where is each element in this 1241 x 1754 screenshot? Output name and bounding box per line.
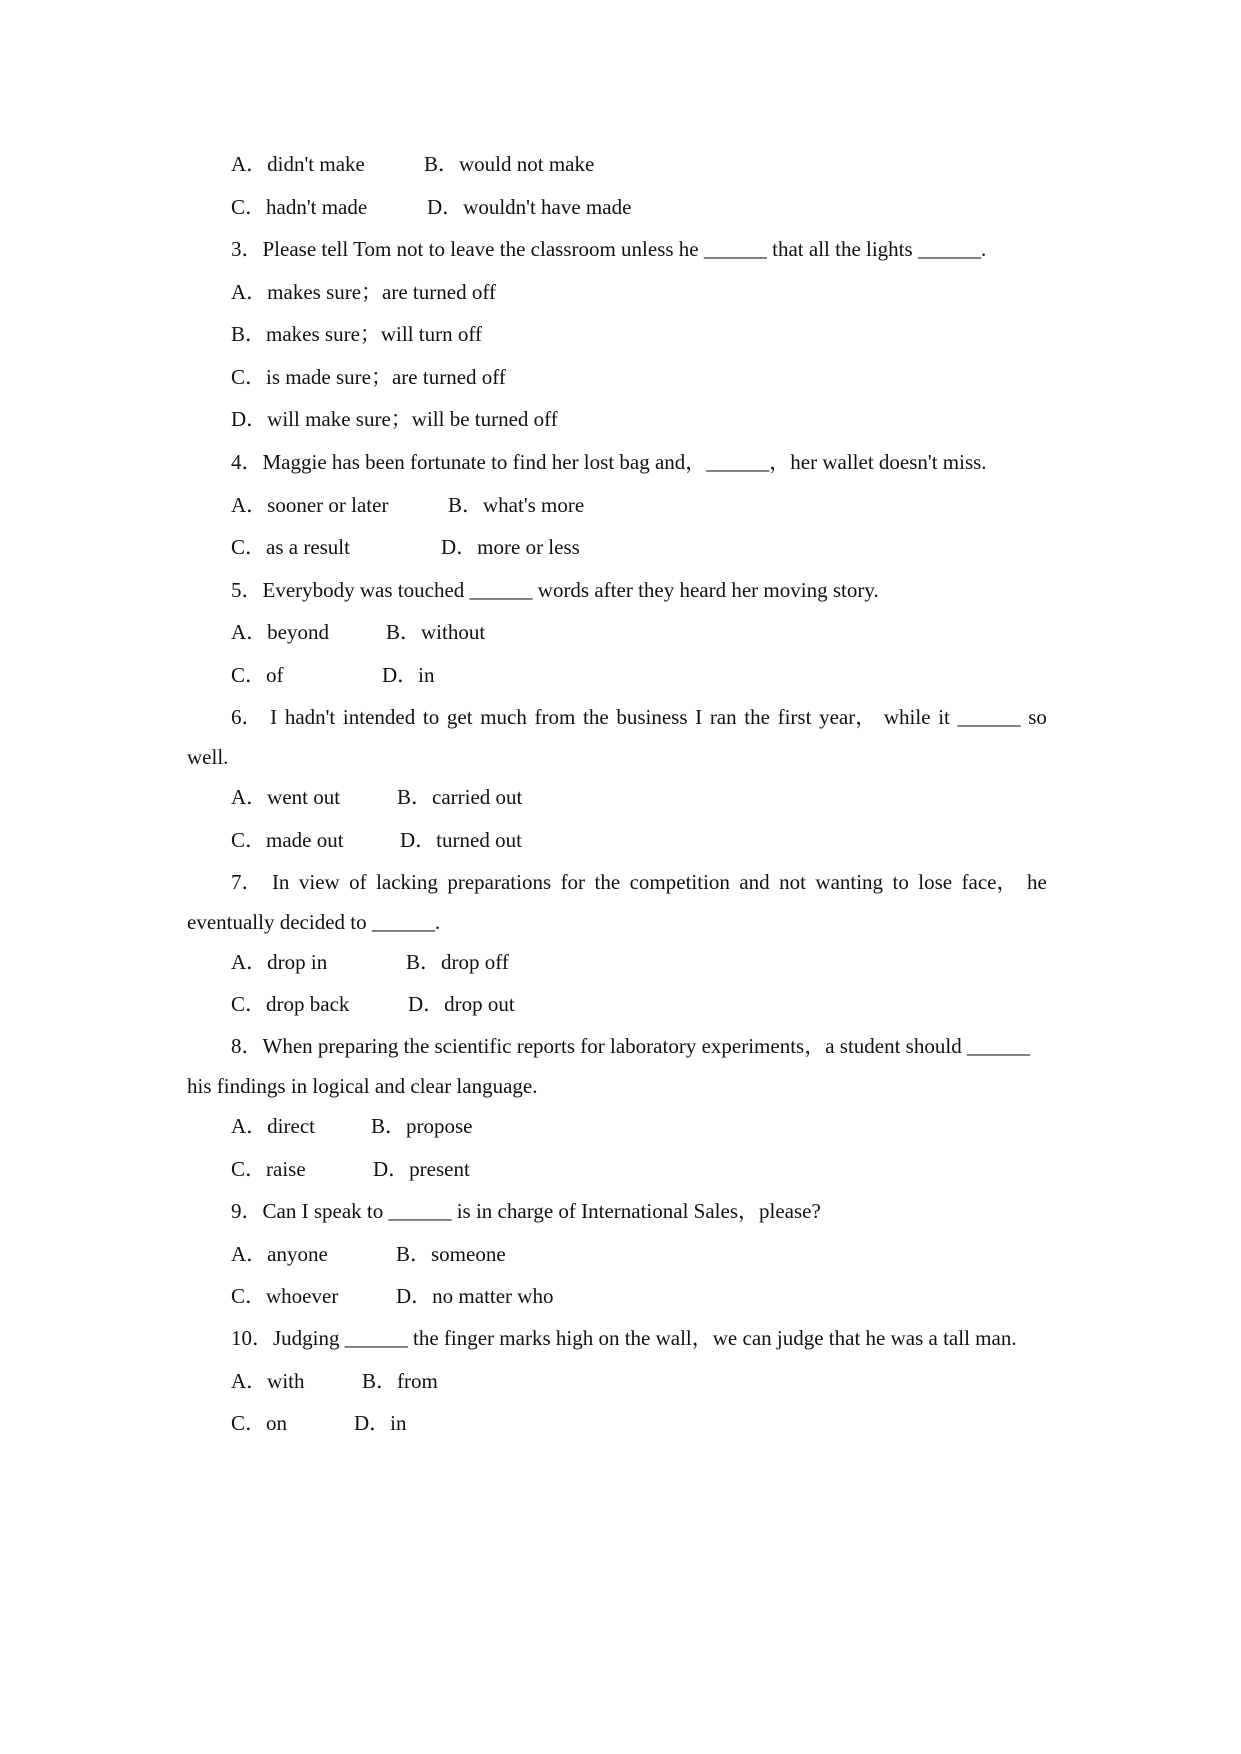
word: I (695, 705, 703, 729)
word: lacking (376, 870, 438, 894)
q5-option-b: B．without (386, 620, 486, 644)
word: hadn't (284, 705, 336, 729)
word: view (298, 870, 340, 894)
word: the (583, 705, 609, 729)
q8-stem-line2: his findings in logical and clear language. (187, 1074, 538, 1098)
word: 6． (231, 705, 263, 729)
q8-option-d: D．present (373, 1157, 470, 1181)
word: I (270, 705, 278, 729)
word: so (1028, 705, 1047, 729)
word: intended (342, 705, 416, 729)
q7-option-c: C．drop back (231, 992, 350, 1016)
q10-option-a: A．with (231, 1369, 305, 1393)
q3-option-a: A．makes sure；are turned off (231, 280, 496, 304)
word: to (422, 705, 440, 729)
word: from (534, 705, 576, 729)
q7-stem-line1 (231, 870, 1047, 894)
q2-option-d: D．wouldn't have made (427, 195, 632, 219)
word: the (744, 705, 770, 729)
word: year， (819, 705, 877, 729)
word: business (616, 705, 688, 729)
word: while (883, 705, 931, 729)
q2-option-c: C．hadn't made (231, 195, 368, 219)
q3-option-c: C．is made sure；are turned off (231, 365, 506, 389)
q5-stem: 5．Everybody was touched ______ words after they heard her moving story. (231, 578, 879, 602)
q5-option-d: D．in (382, 663, 435, 687)
q4-option-a: A．sooner or later (231, 493, 389, 517)
word: it (938, 705, 950, 729)
q8-option-c: C．raise (231, 1157, 306, 1181)
q7-option-b: B．drop off (406, 950, 509, 974)
q6-option-d: D．turned out (400, 828, 522, 852)
word: first (777, 705, 812, 729)
q10-option-c: C．on (231, 1411, 288, 1435)
q4-stem: 4．Maggie has been fortunate to find her lost bag and，______，her wallet doesn't miss. (231, 450, 987, 474)
q4-option-b: B．what's more (448, 493, 585, 517)
q8-stem-line1: 8．When preparing the scientific reports for laboratory experiments，a student should ______ (231, 1034, 1030, 1058)
word: preparations (447, 870, 552, 894)
q9-option-b: B．someone (396, 1242, 506, 1266)
word: to (892, 870, 909, 894)
q3-stem: 3．Please tell Tom not to leave the classroom unless he ______ that all the lights ______. (231, 237, 987, 261)
word: ______ (957, 705, 1021, 729)
q9-stem: 9．Can I speak to ______ is in charge of International Sales，please? (231, 1199, 821, 1223)
q6-stem-line1 (231, 705, 1047, 729)
q5-option-a: A．beyond (231, 620, 329, 644)
word: much (480, 705, 527, 729)
q7-stem-line2: eventually decided to ______. (187, 910, 441, 934)
q10-option-d: D．in (354, 1411, 407, 1435)
word: face， (961, 870, 1018, 894)
q8-option-b: B．propose (371, 1114, 473, 1138)
word: In (271, 870, 290, 894)
word: 7． (231, 870, 263, 894)
q6-option-a: A．went out (231, 785, 341, 809)
q9-option-a: A．anyone (231, 1242, 328, 1266)
word: get (446, 705, 473, 729)
q6-option-b: B．carried out (397, 785, 523, 809)
q9-option-c: C．whoever (231, 1284, 339, 1308)
word: the (594, 870, 621, 894)
q3-option-b: B．makes sure；will turn off (231, 322, 482, 346)
q10-option-b: B．from (362, 1369, 438, 1393)
q4-option-d: D．more or less (441, 535, 580, 559)
word: wanting (815, 870, 884, 894)
word: and (739, 870, 770, 894)
word: he (1026, 870, 1047, 894)
word: for (560, 870, 586, 894)
word: lose (918, 870, 953, 894)
q4-option-c: C．as a result (231, 535, 350, 559)
q9-option-d: D．no matter who (396, 1284, 554, 1308)
word: not (779, 870, 806, 894)
q6-option-c: C．made out (231, 828, 344, 852)
q5-option-c: C．of (231, 663, 284, 687)
word: competition (629, 870, 730, 894)
word: of (349, 870, 367, 894)
word: ran (709, 705, 737, 729)
q7-option-d: D．drop out (408, 992, 515, 1016)
q2-option-b: B．would not make (424, 152, 595, 176)
q6-stem-line2: well. (187, 745, 229, 769)
q3-option-d: D．will make sure；will be turned off (231, 407, 558, 431)
q7-option-a: A．drop in (231, 950, 328, 974)
q10-stem: 10．Judging ______ the finger marks high on the wall，we can judge that he was a tall man. (231, 1326, 1017, 1350)
q2-option-a: A．didn't make (231, 152, 365, 176)
q8-option-a: A．direct (231, 1114, 315, 1138)
